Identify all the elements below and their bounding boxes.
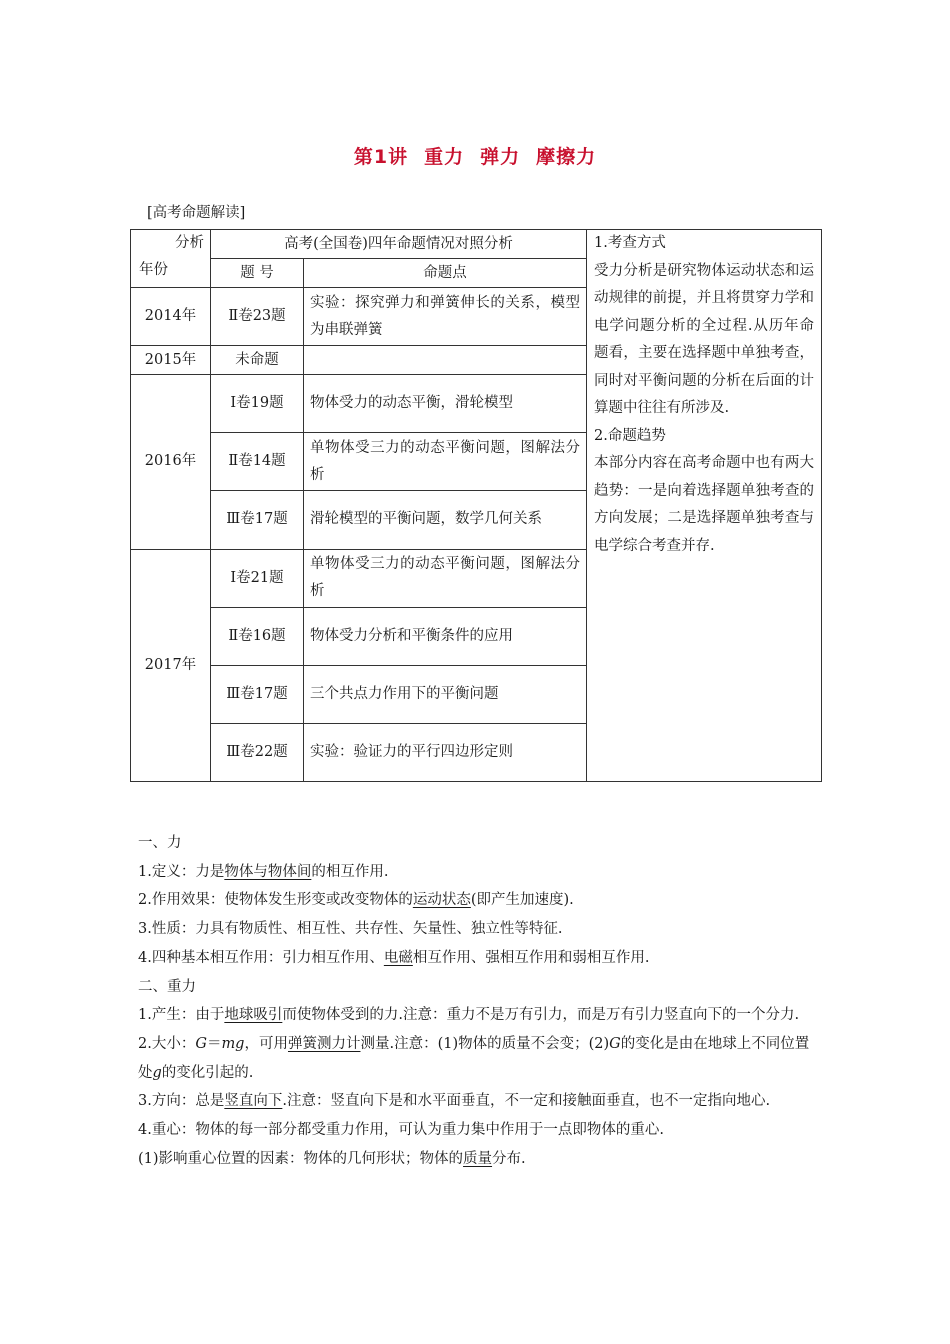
key-term: 运动状态 xyxy=(412,892,471,909)
side-paragraph-1: 受力分析是研究物体运动状态和运动规律的前提，并且将贯穿力学和电学问题分析的全过程.从历年命题看，主要在选择题中单独考查，同时对平衡问题的分析在后面的计算题中往往有所涉及. xyxy=(594,262,815,416)
section-heading: 一、力 xyxy=(138,835,182,851)
paragraph: 3.方向：总是竖直向下.注意：竖直向下是和水平面垂直，不一定和接触面垂直，也不一定指向地心. xyxy=(138,1093,771,1110)
point-cell: 实验：验证力的平行四边形定则 xyxy=(304,723,587,781)
title-part: 重力 xyxy=(424,146,465,168)
question-cell: Ⅱ卷23题 xyxy=(211,288,304,346)
section-heading: 二、重力 xyxy=(138,978,196,995)
title-part: 弹力 xyxy=(480,146,521,168)
exam-analysis-table xyxy=(130,229,822,782)
paragraph: 4.重心：物体的每一部分都受重力作用，可认为重力集中作用于一点即物体的重心. xyxy=(138,1122,664,1139)
math-symbol: G xyxy=(609,1035,621,1052)
lecture-body xyxy=(138,829,818,1173)
side-heading-2: 2.命题趋势 xyxy=(594,427,666,444)
paragraph: (1)影响重心位置的因素：物体的几何形状；物体的质量分布. xyxy=(138,1150,526,1167)
paragraph: 1.产生：由于地球吸引而使物体受到的力.注意：重力不是万有引力，而是万有引力竖直向下的一个分力. xyxy=(138,1007,800,1024)
corner-header-cell xyxy=(131,230,211,288)
math-symbol: mg xyxy=(221,1035,245,1052)
side-notes-cell xyxy=(587,230,822,782)
key-term: 物体与物体间 xyxy=(224,863,312,880)
key-term: 弹簧测力计 xyxy=(287,1035,361,1052)
point-cell: 单物体受三力的动态平衡问题，图解法分析 xyxy=(304,433,587,491)
question-cell: Ⅱ卷16题 xyxy=(211,607,304,665)
group-title-cell: 高考(全国卷)四年命题情况对照分析 xyxy=(211,230,587,259)
key-term: 竖直向下 xyxy=(224,1093,283,1110)
key-term: 地球吸引 xyxy=(224,1007,283,1024)
math-symbol: g xyxy=(152,1064,162,1081)
side-heading-1: 1.考查方式 xyxy=(594,235,666,251)
title-part: 第1讲 xyxy=(353,146,409,168)
year-cell: 2016年 xyxy=(131,375,211,549)
col-header-point: 命题点 xyxy=(304,259,587,288)
paragraph: 2.大小：G＝mg，可用弹簧测力计测量.注意：(1)物体的质量不会变；(2)G的变化是由在地球上不同位置处g的变化引起的. xyxy=(138,1035,810,1081)
year-cell: 2014年 xyxy=(131,288,211,346)
question-cell: Ⅲ卷17题 xyxy=(211,665,304,723)
point-cell: 单物体受三力的动态平衡问题，图解法分析 xyxy=(304,549,587,607)
point-cell: 实验：探究弹力和弹簧伸长的关系，模型为串联弹簧 xyxy=(304,288,587,346)
section-label: [高考命题解读] xyxy=(147,205,246,221)
corner-top-label: 分析 xyxy=(175,235,204,251)
paragraph: 1.定义：力是物体与物体间的相互作用. xyxy=(138,863,389,880)
corner-bottom-label: 年份 xyxy=(139,262,168,278)
side-paragraph-2: 本部分内容在高考命题中也有两大趋势：一是向着选择题单独考查的方向发展；二是选择题单独考查与电学综合考查并存. xyxy=(594,455,815,554)
paragraph: 2.作用效果：使物体发生形变或改变物体的运动状态(即产生加速度). xyxy=(138,892,574,909)
question-cell: Ⅰ卷19题 xyxy=(211,375,304,433)
point-cell: 物体受力分析和平衡条件的应用 xyxy=(304,607,587,665)
question-cell: Ⅲ卷17题 xyxy=(211,491,304,549)
key-term: 电磁 xyxy=(383,949,413,966)
point-cell: 物体受力的动态平衡，滑轮模型 xyxy=(304,375,587,433)
paragraph: 4.四种基本相互作用：引力相互作用、电磁相互作用、强相互作用和弱相互作用. xyxy=(138,949,650,966)
col-header-question: 题 号 xyxy=(211,259,304,288)
lecture-title xyxy=(0,142,950,169)
year-cell: 2015年 xyxy=(131,346,211,375)
paragraph: 3.性质：力具有物质性、相互性、共存性、矢量性、独立性等特征. xyxy=(138,921,563,938)
point-cell: 三个共点力作用下的平衡问题 xyxy=(304,665,587,723)
point-cell xyxy=(304,346,587,375)
key-term: 质量 xyxy=(463,1150,493,1167)
point-cell: 滑轮模型的平衡问题，数学几何关系 xyxy=(304,491,587,549)
year-cell: 2017年 xyxy=(131,549,211,781)
question-cell: Ⅰ卷21题 xyxy=(211,549,304,607)
question-cell: 未命题 xyxy=(211,346,304,375)
title-part: 摩擦力 xyxy=(536,146,597,168)
question-cell: Ⅲ卷22题 xyxy=(211,723,304,781)
question-cell: Ⅱ卷14题 xyxy=(211,433,304,491)
math-symbol: G xyxy=(195,1035,207,1052)
